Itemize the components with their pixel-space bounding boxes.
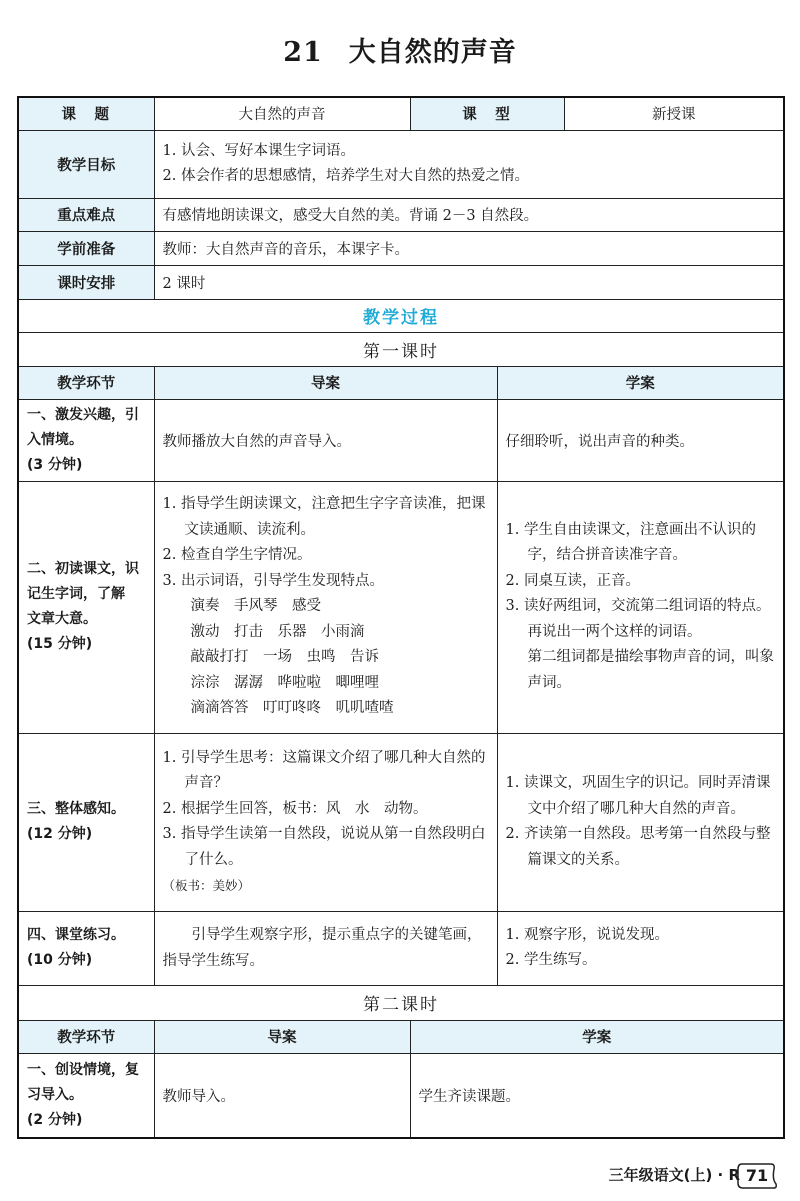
lesson1-title: 第一课时 [18, 332, 784, 366]
stage4-name [18, 911, 154, 985]
lesson2-title-row [18, 985, 784, 1020]
header-guide: 导案 [154, 366, 497, 399]
page-number: 71 [745, 1166, 769, 1185]
process-title: 教学过程 [18, 299, 784, 332]
stage1-name [18, 399, 154, 481]
header-guide: 导案 [154, 1020, 410, 1053]
lesson1-stage3-row [18, 733, 784, 911]
page-number-badge [736, 1161, 778, 1191]
stage-minutes: (3 分钟) [27, 456, 83, 473]
lesson-title: 大自然的声音 [348, 37, 517, 68]
value-goals [154, 130, 784, 198]
info-row-goals [18, 130, 784, 198]
label-goals: 教学目标 [18, 130, 154, 198]
stage4-guide: 引导学生观察字形，提示重点字的关键笔画，指导学生练写。 [154, 911, 497, 985]
stage-name-line: 三、整体感知。 [27, 801, 125, 817]
study-item: 1. 学生自由读课文，注意画出不认识的字，结合拼音读准字音。 [505, 521, 756, 564]
stage-minutes: (2 分钟) [27, 1111, 83, 1128]
stage-name-line: 二、初读课文，识 [27, 561, 139, 577]
word-group: 激动 打击 乐器 小雨滴 [190, 623, 365, 640]
goal-item: 1. 认会、写好本课生字词语。 [162, 142, 355, 159]
info-row-time [18, 265, 784, 299]
footer-book-title: 三年级语文(上) · R [608, 1166, 740, 1184]
word-group: 演奏 手风琴 感受 [190, 598, 321, 615]
stage1-study: 仔细聆听，说出声音的种类。 [497, 399, 784, 481]
goal-item: 2. 体会作者的思想感情，培养学生对大自然的热爱之情。 [162, 168, 529, 184]
stage-name-line: 一、创设情境，复 [27, 1061, 139, 1078]
lesson1-stage2-row [18, 481, 784, 733]
lesson1-stage1-row [18, 399, 784, 481]
guide-item: 2. 根据学生回答，板书：风 水 动物。 [162, 800, 428, 817]
guide-item: 3. 指导学生读第一自然段，说说从第一自然段明白了什么。 [162, 826, 486, 868]
study-note: 第二组词都是描绘事物声音的词，叫象声词。 [527, 649, 774, 691]
label-time: 课时安排 [18, 265, 154, 299]
lesson2-stage1-row [18, 1053, 784, 1138]
label-key: 重点难点 [18, 198, 154, 231]
lesson2-stage1-guide: 教师导入。 [154, 1053, 410, 1138]
guide-item: 1. 指导学生朗读课文，注意把生字字音读准，把课文读通顺、读流利。 [162, 496, 486, 538]
stage-minutes: (15 分钟) [27, 636, 93, 652]
word-group: 淙淙 潺潺 哗啦啦 唧哩哩 [190, 674, 379, 691]
stage-name-line: 文章大意。 [27, 611, 97, 627]
study-item: 2. 同桌互读，正音。 [505, 572, 640, 589]
process-title-row [18, 299, 784, 332]
study-item: 1. 读课文，巩固生字的识记。同时弄清课文中介绍了哪几种大自然的声音。 [505, 775, 771, 817]
study-item: 2. 学生练写。 [505, 952, 597, 968]
value-key: 有感情地朗读课文，感受大自然的美。背诵 2－3 自然段。 [154, 198, 784, 231]
guide-item: 2. 检查自学生字情况。 [162, 547, 312, 564]
lesson2-header-row [18, 1020, 784, 1053]
label-prep: 学前准备 [18, 231, 154, 265]
header-stage: 教学环节 [18, 366, 154, 399]
stage-name-line: 记生字词，了解 [27, 586, 125, 602]
stage4-study [497, 911, 784, 985]
study-item: 3. 读好两组词，交流第二组词语的特点。再说出一两个这样的词语。 [505, 598, 771, 640]
stage3-guide [154, 733, 497, 911]
header-study: 学案 [410, 1020, 784, 1053]
board-note: （板书：美妙） [162, 878, 251, 893]
stage-name-line: 一、激发兴趣，引 [27, 406, 139, 423]
word-group: 滴滴答答 叮叮咚咚 叽叽喳喳 [190, 700, 394, 717]
study-item: 2. 齐读第一自然段。思考第一自然段与整篇课文的关系。 [505, 826, 771, 868]
lesson2-stage1-study: 学生齐读课题。 [410, 1053, 784, 1138]
lesson2-stage1-name [18, 1053, 154, 1138]
stage3-study [497, 733, 784, 911]
lesson1-stage4-row [18, 911, 784, 985]
page-title [0, 30, 800, 69]
value-prep: 教师：大自然声音的音乐，本课字卡。 [154, 231, 784, 265]
stage-name-line: 入情境。 [27, 431, 83, 448]
header-study: 学案 [497, 366, 784, 399]
stage-name-line: 四、课堂练习。 [27, 927, 125, 943]
lesson1-header-row [18, 366, 784, 399]
word-group: 敲敲打打 一场 虫鸣 告诉 [190, 649, 379, 666]
stage2-name [18, 481, 154, 733]
lesson-number: 21 [283, 37, 323, 68]
guide-item: 1. 引导学生思考：这篇课文介绍了哪几种大自然的声音？ [162, 749, 486, 791]
info-row-prep [18, 231, 784, 265]
info-row-key [18, 198, 784, 231]
label-kexing: 课 型 [410, 97, 564, 130]
stage-minutes: (10 分钟) [27, 952, 93, 968]
stage-minutes: (12 分钟) [27, 826, 93, 842]
info-row-title [18, 97, 784, 130]
value-time: 2 课时 [154, 265, 784, 299]
stage2-guide [154, 481, 497, 733]
value-kexing: 新授课 [564, 97, 784, 130]
guide-item: 3. 出示词语，引导学生发现特点。 [162, 572, 384, 589]
stage3-name [18, 733, 154, 911]
stage1-guide: 教师播放大自然的声音导入。 [154, 399, 497, 481]
header-stage: 教学环节 [18, 1020, 154, 1053]
stage-name-line: 习导入。 [27, 1086, 83, 1103]
lesson1-title-row [18, 332, 784, 366]
study-item: 1. 观察字形，说说发现。 [505, 926, 669, 943]
stage2-study [497, 481, 784, 733]
label-keti: 课 题 [18, 97, 154, 130]
lesson-plan-table [17, 96, 785, 1139]
lesson2-title: 第二课时 [18, 985, 784, 1020]
value-keti: 大自然的声音 [154, 97, 410, 130]
